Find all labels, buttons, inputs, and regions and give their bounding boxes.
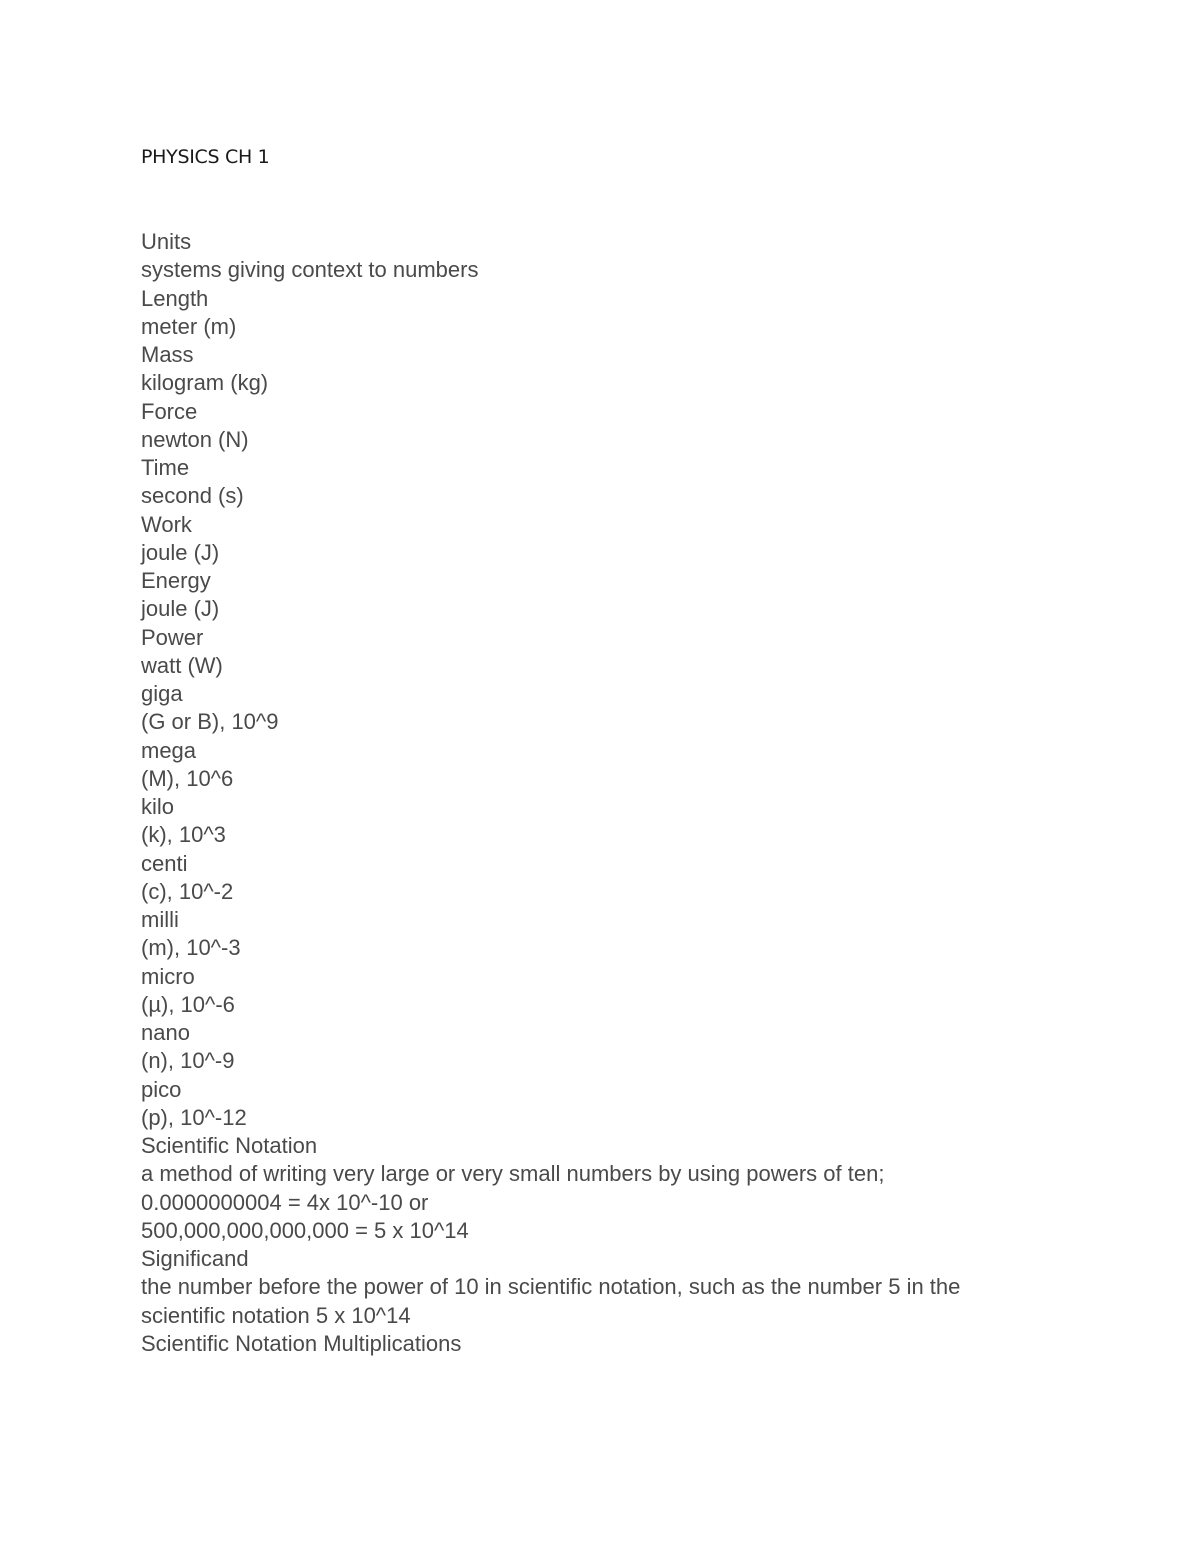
text-line: kilo (141, 794, 175, 819)
text-line: watt (W) (141, 652, 223, 678)
text-line: a method of writing very large or very small numbers by using powers of ten; (141, 1161, 885, 1187)
text-line: second (s) (141, 483, 244, 509)
text-line: the number before the power of 10 in scientific notation, such as the number 5 in the (141, 1274, 961, 1300)
text-line: Energy (141, 568, 211, 593)
text-line: (c), 10^-2 (141, 878, 234, 904)
text-line: Work (141, 511, 192, 537)
text-line: (m), 10^-3 (141, 935, 241, 961)
text-line: meter (m) (141, 313, 237, 339)
text-line: (n), 10^-9 (141, 1048, 235, 1074)
text-line: (G or B), 10^9 (141, 709, 279, 735)
text-line: scientific notation 5 x 10^14 (141, 1302, 411, 1328)
text-line: Mass (141, 342, 194, 367)
text-line: 0.0000000004 = 4x 10^-10 or (141, 1189, 429, 1215)
text-line: Length (141, 285, 209, 311)
text-line: giga (141, 681, 183, 706)
text-line: centi (141, 850, 188, 876)
text-line: Scientific Notation (141, 1133, 318, 1158)
text-line: Significand (141, 1246, 249, 1271)
text-line: joule (J) (141, 539, 220, 565)
text-line: systems giving context to numbers (141, 257, 479, 283)
document-body (141, 228, 1041, 1358)
document-title: PHYSICS CH 1 (141, 146, 270, 168)
text-line: kilogram (kg) (141, 370, 269, 396)
text-line: milli (141, 907, 179, 932)
text-line: 500,000,000,000,000 = 5 x 10^14 (141, 1217, 469, 1243)
text-line: (M), 10^6 (141, 765, 234, 791)
text-line: newton (N) (141, 426, 249, 452)
text-line: pico (141, 1076, 182, 1102)
text-line: joule (J) (141, 596, 220, 622)
text-line: (p), 10^-12 (141, 1104, 247, 1130)
text-line: mega (141, 737, 197, 763)
text-line: Units (141, 229, 192, 254)
text-line: Time (141, 455, 190, 480)
text-line: (µ), 10^-6 (141, 991, 235, 1017)
text-line: Power (141, 624, 204, 650)
text-line: (k), 10^3 (141, 822, 226, 848)
text-line: Scientific Notation Multiplications (141, 1330, 462, 1356)
text-line: Force (141, 398, 198, 424)
text-line: nano (141, 1020, 190, 1045)
text-line: micro (141, 963, 195, 989)
